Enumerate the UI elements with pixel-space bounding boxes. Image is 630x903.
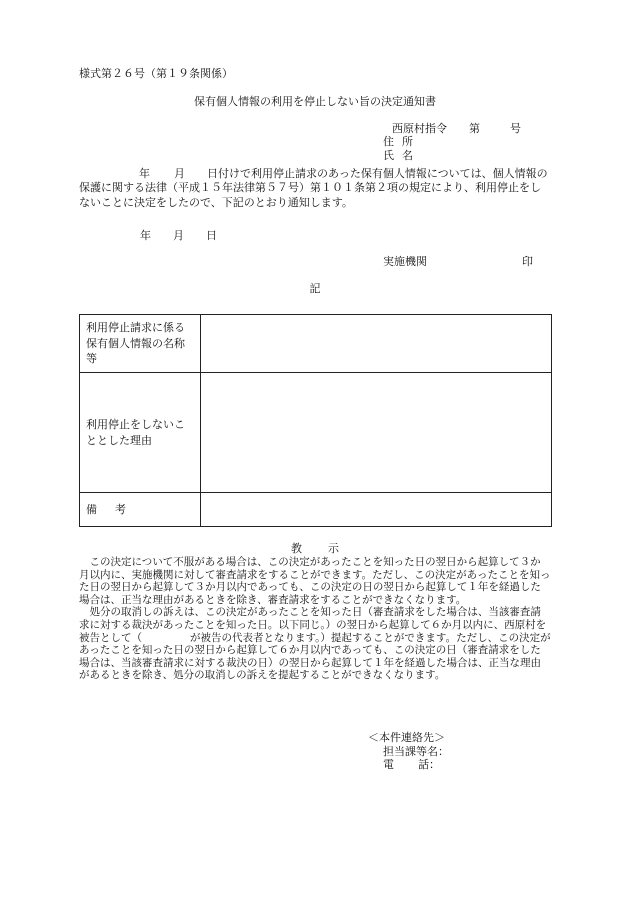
implementing-org: 実施機関	[383, 255, 427, 268]
body-paragraph	[79, 167, 551, 210]
instruction-paragraph-2a: 処分の取消しの訴えは、この決定があったことを知った日（審査請求をした場合は、当該審査請求に対する裁決があったことを知った日。以下同じ。）の翌日から起算して６か月以内に、西原村を被告として（	[79, 606, 547, 644]
phone-label-1: 電	[383, 758, 394, 771]
row-value-remarks	[201, 493, 552, 527]
instruction-text	[79, 556, 551, 682]
order-dai: 第	[469, 122, 480, 135]
row-label-reason: 利用停止をしないこととした理由	[80, 373, 201, 493]
table-row	[80, 373, 552, 493]
table-row	[80, 315, 552, 373]
form-number: 様式第２６号（第１９条関係）	[79, 67, 233, 80]
seal-mark: 印	[522, 255, 533, 268]
contact-heading: ＜本件連絡先＞	[368, 731, 445, 744]
ki-heading: 記	[309, 282, 321, 295]
notice-table	[79, 314, 552, 527]
row-label-remarks	[80, 493, 201, 527]
contact-phone	[383, 758, 440, 772]
instruction-paragraph-2	[79, 606, 551, 682]
date-day: 日	[206, 229, 217, 242]
address-label-2: 所	[402, 135, 413, 148]
date-line	[140, 229, 217, 243]
instruction-paragraph-1: この決定について不服がある場合は、この決定があったことを知った日の翌日から起算して３か月以内に、実施機関に対して審査請求をすることができます。ただし、この決定があったことを知った日の翌日から起算して３か月以内であっても、この決定の日の翌日から起算して１年を経過した場合は、正当な理由があるときを除き、審査請求をすることができなくなります。	[79, 556, 551, 606]
instruction-title	[0, 542, 630, 556]
name-label	[383, 149, 413, 163]
body-text: 日付けで利用停止請求のあった保有個人情報については、個人情報の保護に関する法律（平成１５年法律第５７号）第１０１条第２項の規定により、利用停止をしないことに決定をしたので、下記のとおり通知します。	[79, 167, 548, 209]
table-row	[80, 493, 552, 527]
instruction-title-1: 教	[291, 542, 302, 555]
address-label-1: 住	[383, 135, 394, 148]
instruction-title-2: 示	[328, 542, 339, 555]
row-value-info-name	[201, 315, 552, 373]
name-label-2: 名	[402, 149, 413, 162]
phone-label-2: 話：	[418, 758, 440, 771]
body-month: 月	[174, 167, 185, 180]
document-title: 保有個人情報の利用を停止しない旨の決定通知書	[194, 95, 436, 108]
order-go: 号	[510, 122, 521, 135]
body-year: 年	[139, 167, 150, 180]
order-prefix: 西原村指令	[392, 122, 447, 135]
date-month: 月	[173, 229, 184, 242]
remarks-label-2: 考	[115, 502, 126, 516]
row-label-info-name: 利用停止請求に係る保有個人情報の名称等	[80, 315, 201, 373]
date-year: 年	[140, 229, 151, 242]
contact-department: 担当課等名：	[383, 745, 449, 758]
name-label-1: 氏	[383, 149, 394, 162]
instruction-paragraph-2b: が被告の代表者となります。）提起することができます。ただし、この決定があったことを知った日の翌日から起算して６か月以内であっても、この決定の日（審査請求をした場合は、当該審査請求に対する裁決の日）の翌日から起算して１年を経過した場合は、正当な理由があるときを除き、処分の取消しの訴えを提起することができなくなります。	[79, 631, 551, 682]
row-value-reason	[201, 373, 552, 493]
address-label	[383, 135, 413, 149]
remarks-label-1: 備	[86, 502, 97, 516]
